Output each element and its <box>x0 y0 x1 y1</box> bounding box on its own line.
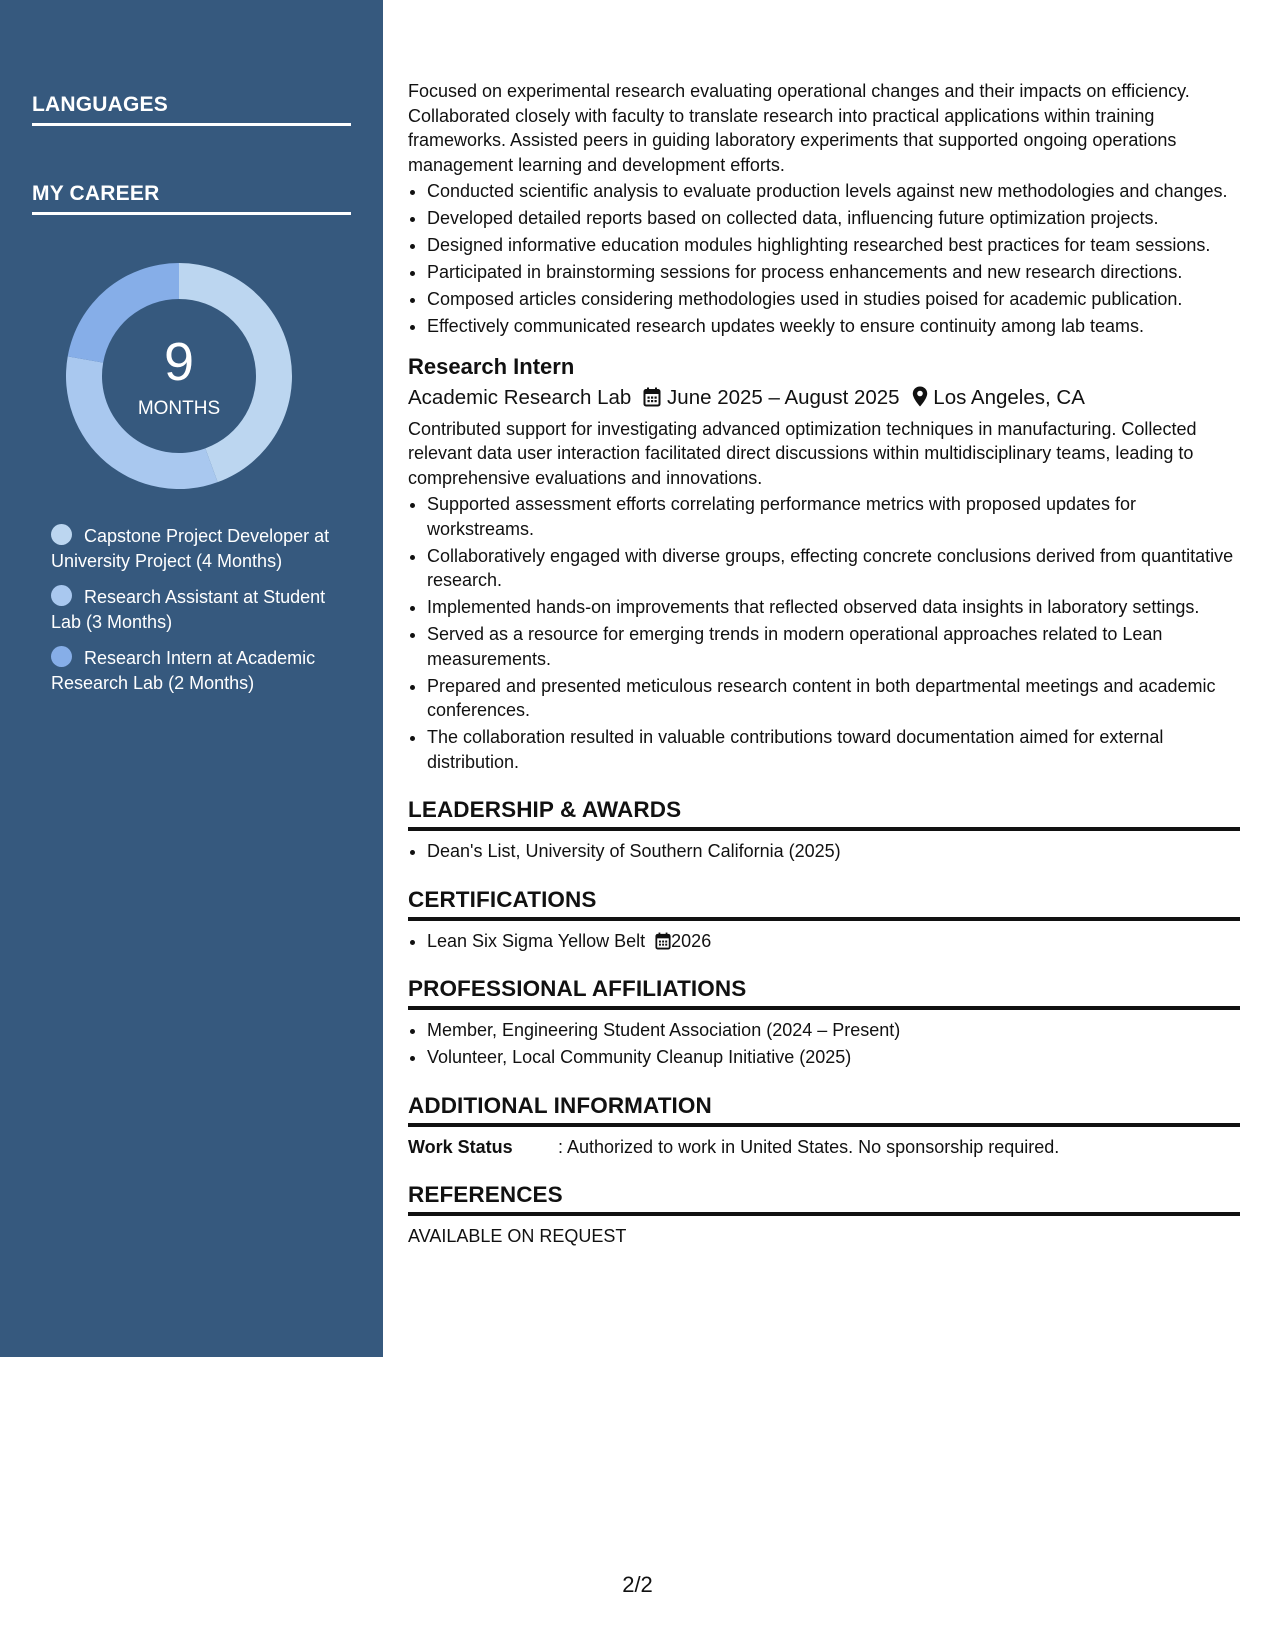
experience-bullets <box>408 179 1240 339</box>
experience-bullet: • Designed informative education modules highlighting researched best practices for team sessions. <box>427 233 1240 258</box>
experience-bullet: • Supported assessment efforts correlating performance metrics with proposed updates for workstreams. <box>427 492 1240 541</box>
career-legend <box>51 524 351 707</box>
affiliations-list <box>408 1018 1240 1070</box>
experience-bullet: • Collaboratively engaged with diverse groups, effecting concrete conclusions derived from quantitative research. <box>427 544 1240 593</box>
job-company: Academic Research Lab <box>408 385 632 409</box>
leadership-item: • Dean's List, University of Southern California (2025) <box>427 839 1240 864</box>
donut-center <box>66 263 292 489</box>
experience-bullet: • Effectively communicated research updates weekly to ensure continuity among lab teams. <box>427 314 1240 339</box>
career-legend-item <box>51 524 351 573</box>
leadership-heading: LEADERSHIP & AWARDS <box>408 796 1240 831</box>
certifications-heading: CERTIFICATIONS <box>408 886 1240 921</box>
experience-bullet: • Developed detailed reports based on collected data, influencing future optimization projects. <box>427 206 1240 231</box>
career-legend-item <box>51 585 351 634</box>
career-legend-item <box>51 646 351 695</box>
location-pin-icon <box>912 386 928 409</box>
experience-bullet: • The collaboration resulted in valuable contributions toward documentation aimed for external distribution. <box>427 725 1240 774</box>
career-heading: MY CAREER <box>32 182 351 215</box>
legend-dot-icon <box>51 585 72 606</box>
calendar-icon <box>643 386 661 409</box>
work-status-value: : Authorized to work in United States. No sponsorship required. <box>558 1136 1060 1157</box>
career-legend-label: Research Assistant at Student Lab (3 Months) <box>51 587 326 632</box>
experience-summary: Contributed support for investigating advanced optimization techniques in manufacturing. Collected relevant data user interaction facilitated direct discussions within multidisciplinary teams, leading to comprehensive evaluations and innovations. <box>408 418 1197 488</box>
legend-dot-icon <box>51 646 72 667</box>
experience-bullet: • Implemented hands-on improvements that reflected observed data insights in laboratory settings. <box>427 595 1240 620</box>
experience-bullets <box>408 492 1240 774</box>
job-title: Research Intern <box>408 353 575 379</box>
career-legend-label: Research Intern at Academic Research Lab (2 Months) <box>51 648 316 693</box>
main-content <box>408 79 1240 1249</box>
experience-bullet: • Composed articles considering methodologies used in studies poised for academic publication. <box>427 287 1240 312</box>
work-status-row <box>408 1135 1240 1160</box>
legend-dot-icon <box>51 524 72 545</box>
certification-name: Lean Six Sigma Yellow Belt <box>427 930 646 951</box>
certification-item <box>427 929 1240 954</box>
affiliation-item: • Member, Engineering Student Association (2024 – Present) <box>427 1018 1240 1043</box>
calendar-icon <box>655 931 671 951</box>
languages-heading: LANGUAGES <box>32 93 351 126</box>
career-total-unit: MONTHS <box>137 398 221 419</box>
page-number: 2/2 <box>622 1572 653 1597</box>
references-text: AVAILABLE ON REQUEST <box>408 1226 627 1246</box>
career-total-months: 9 <box>163 332 195 392</box>
experience-bullet: • Conducted scientific analysis to evaluate production levels against new methodologies and changes. <box>427 179 1240 204</box>
affiliations-heading: PROFESSIONAL AFFILIATIONS <box>408 975 1240 1010</box>
experience-bullet: • Prepared and presented meticulous research content in both departmental meetings and academic conferences. <box>427 674 1240 723</box>
experience-bullet: • Participated in brainstorming sessions for process enhancements and new research directions. <box>427 260 1240 285</box>
work-status-label: Work Status <box>408 1136 513 1157</box>
job-location: Los Angeles, CA <box>933 385 1085 409</box>
affiliation-item: • Volunteer, Local Community Cleanup Initiative (2025) <box>427 1045 1240 1070</box>
experience-summary: Focused on experimental research evaluating operational changes and their impacts on efficiency. Collaborated closely with faculty to translate research into practical applications within training frameworks. Assisted peers in guiding laboratory experiments that supported ongoing operations management learning and development efforts. <box>408 81 1190 175</box>
sidebar <box>0 0 383 1357</box>
certification-year: 2026 <box>671 930 712 951</box>
leadership-list <box>408 839 1240 864</box>
additional-info-heading: ADDITIONAL INFORMATION <box>408 1092 1240 1127</box>
certifications-list <box>408 929 1240 954</box>
job-dates: June 2025 – August 2025 <box>667 385 900 409</box>
career-donut-chart <box>66 263 292 489</box>
references-heading: REFERENCES <box>408 1181 1240 1216</box>
experience-bullet: • Served as a resource for emerging trends in modern operational approaches related to Lean measurements. <box>427 622 1240 671</box>
job-meta <box>408 384 1240 412</box>
career-legend-label: Capstone Project Developer at University Project (4 Months) <box>51 526 330 571</box>
